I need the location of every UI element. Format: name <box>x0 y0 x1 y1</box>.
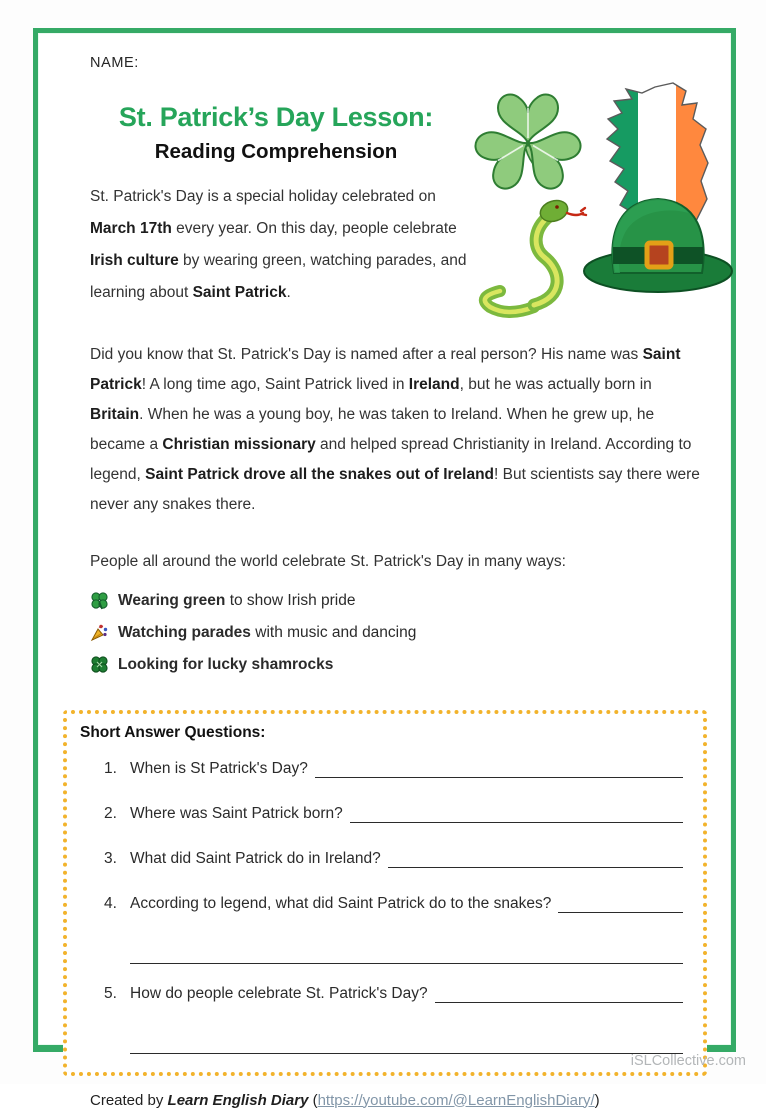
list-item <box>90 617 701 649</box>
question-text: According to legend, what did Saint Patrick do to the snakes? <box>130 894 552 912</box>
shamrock-icon <box>90 655 109 674</box>
credit-prefix: Created by <box>90 1091 168 1109</box>
list-item <box>90 649 701 681</box>
intro-paragraph: St. Patrick's Day is a special holiday celebrated on March 17th every year. On this day, people celebrate Irish culture by wearing green, watching parades, and learning about Saint Patrick. <box>90 188 467 302</box>
history-paragraph: Did you know that St. Patrick's Day is named after a real person? His name was Saint Patrick! A long time ago, Saint Patrick lived in Ireland, but he was actually born in Britain. When he was a young boy, he was taken to Ireland. When he grew up, he became a Christian missionary and helped spread Christianity in Ireland. According to legend, Saint Patrick drove all the snakes out of Ireland! But scientists say there were never any snakes there. <box>90 346 700 513</box>
question-row-5 <box>104 984 683 1054</box>
answer-blank-5[interactable] <box>435 984 683 1003</box>
question-text: How do people celebrate St. Patrick's Day? <box>130 984 428 1002</box>
question-number: 4. <box>104 894 117 912</box>
credit-footer: Created by Learn English Diary (https://youtube.com/@LearnEnglishDiary/) <box>90 1091 600 1109</box>
celebration-ways-list <box>90 585 701 681</box>
party-popper-icon <box>90 623 109 642</box>
four-leaf-clover-icon <box>90 591 109 610</box>
shamrock-icon <box>471 94 585 193</box>
list-item-text: Wearing green to show Irish pride <box>118 591 356 609</box>
name-label: NAME: <box>90 55 139 71</box>
list-item <box>90 585 701 617</box>
question-row-3 <box>104 849 683 868</box>
question-text: What did Saint Patrick do in Ireland? <box>130 849 381 867</box>
youtube-channel-link[interactable]: https://youtube.com/@LearnEnglishDiary/ <box>317 1091 595 1109</box>
answer-blank-2[interactable] <box>350 804 683 823</box>
short-answer-box <box>63 710 707 1076</box>
answer-blank-3[interactable] <box>388 849 683 868</box>
ways-intro: People all around the world celebrate St. Patrick's Day in many ways: <box>90 552 566 570</box>
question-number: 5. <box>104 984 117 1002</box>
page-title: St. Patrick’s Day Lesson: <box>118 102 434 132</box>
question-text: Where was Saint Patrick born? <box>130 804 343 822</box>
answer-blank-5-continued[interactable] <box>130 1035 683 1054</box>
question-number: 1. <box>104 759 117 777</box>
question-row-2 <box>104 804 683 823</box>
question-text: When is St Patrick's Day? <box>130 759 308 777</box>
list-item-text: Watching parades with music and dancing <box>118 623 417 641</box>
answer-blank-1[interactable] <box>315 759 683 778</box>
question-row-1 <box>104 759 683 778</box>
illustration-graphic <box>450 79 750 309</box>
leprechaun-hat-icon <box>584 199 732 292</box>
author-name: Learn English Diary <box>167 1091 309 1109</box>
worksheet-header <box>90 101 462 164</box>
question-list <box>104 759 683 1054</box>
snake-icon <box>485 197 586 312</box>
question-number: 2. <box>104 804 117 822</box>
short-answer-title: Short Answer Questions: <box>80 723 266 741</box>
question-row-4 <box>104 894 683 964</box>
islcollective-watermark: iSLCollective.com <box>630 1053 746 1069</box>
answer-blank-4[interactable] <box>558 894 683 913</box>
answer-blank-4-continued[interactable] <box>130 945 683 964</box>
question-number: 3. <box>104 849 117 867</box>
stpatricks-illustration <box>450 79 750 309</box>
list-item-text: Looking for lucky shamrocks <box>118 655 334 673</box>
page-subtitle: Reading Comprehension <box>154 140 398 164</box>
